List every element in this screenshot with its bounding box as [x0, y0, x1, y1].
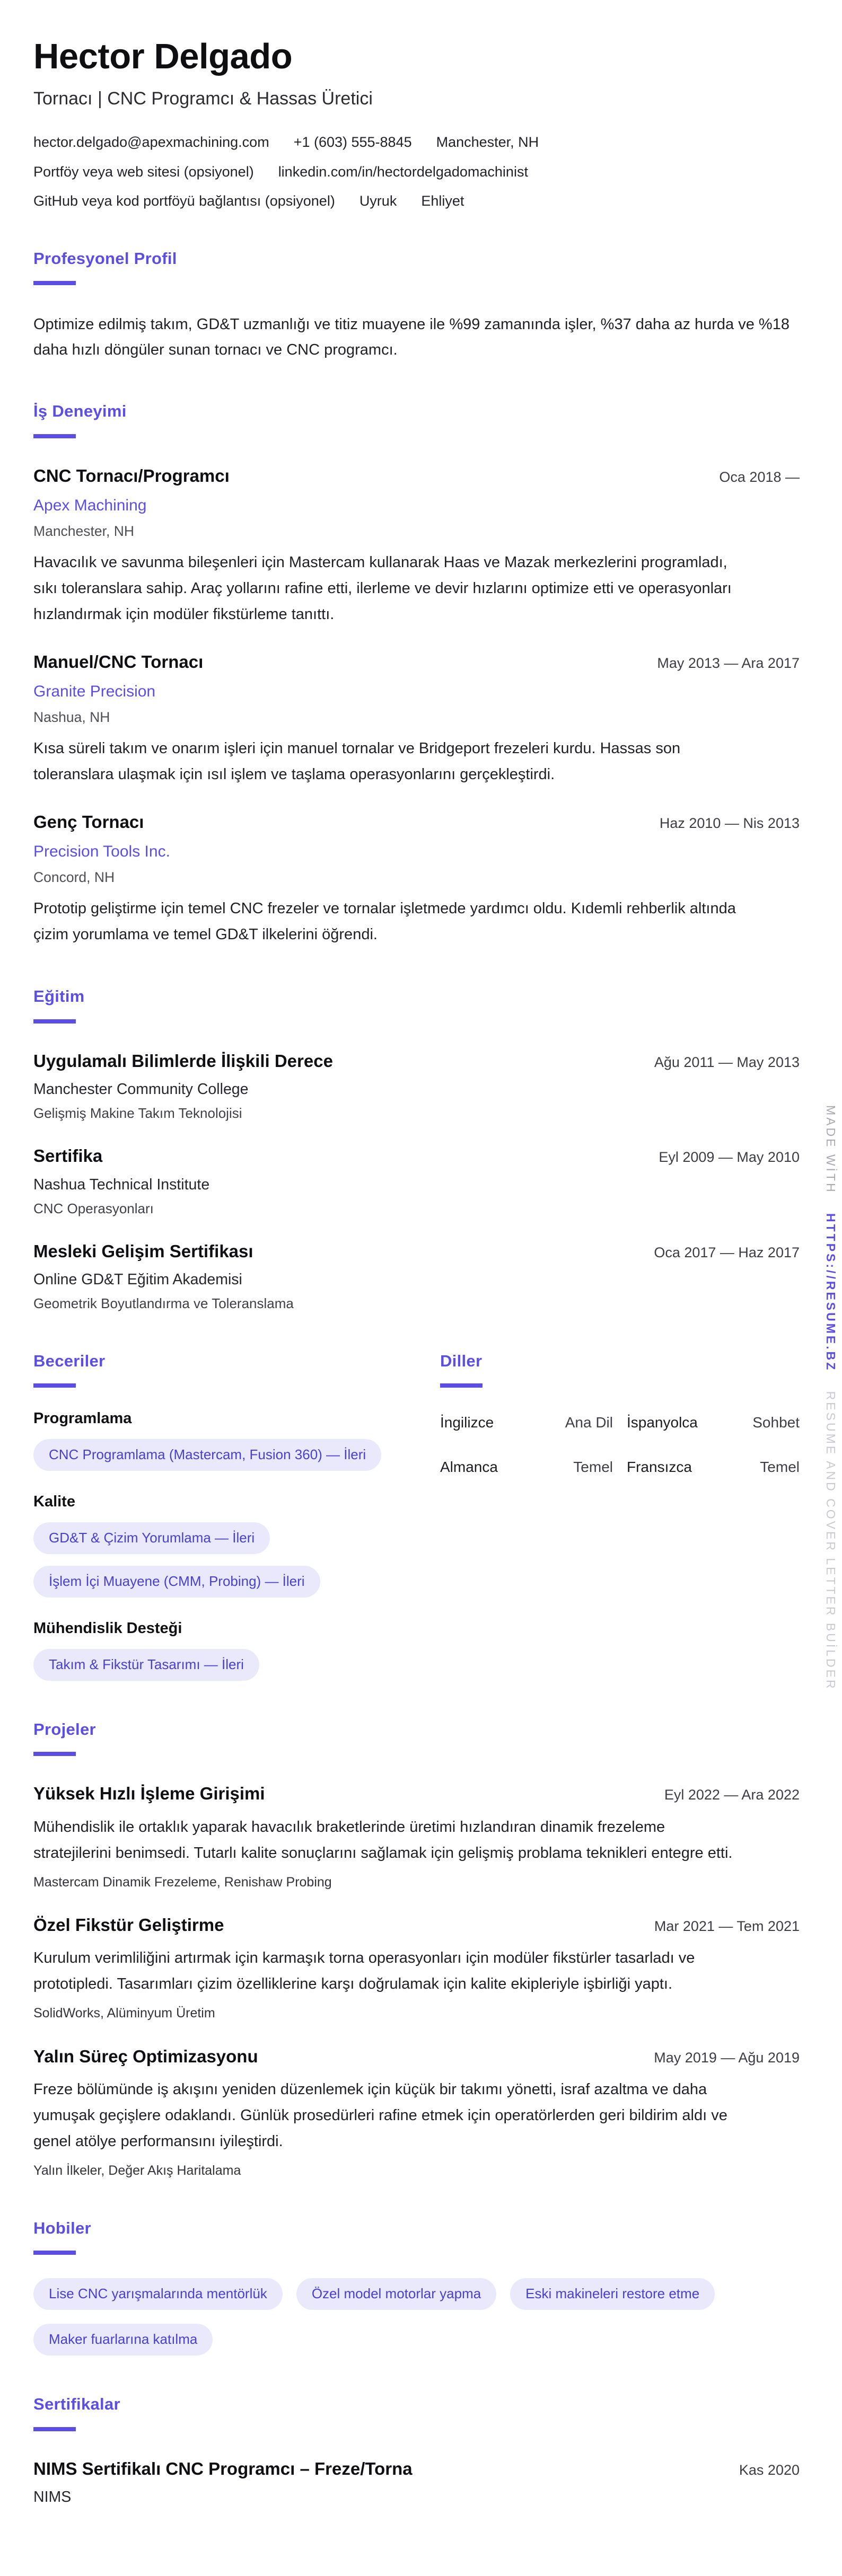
skills-column: [33, 1352, 407, 1681]
education-entry-header: [33, 1145, 800, 1167]
job-description: Havacılık ve savunma bileşenleri için Mastercam kullanarak Haas ve Mazak merkezlerini programladı, sıkı toleranslara sahip. Araç yollarını rafine etti, ilerleme ve devir hızlarını optimize etti ve operasyonları hızlandırmak için modüler fikstürleme tanıttı.: [33, 553, 732, 623]
job-entry-header: [33, 465, 800, 487]
job-entry-header: [33, 811, 800, 833]
section-hobbies: [33, 2219, 800, 2356]
skill-group-label: Mühendislik Desteği: [33, 1619, 182, 1637]
contact-row: [33, 134, 800, 151]
skill-chip-row: [33, 1649, 407, 1681]
contact-nationality: Uyruk: [359, 193, 397, 209]
heading-underline: [33, 2427, 76, 2431]
section-heading-profile: Profesyonel Profil: [33, 249, 177, 268]
language-level: Ana Dil: [565, 1414, 613, 1431]
job-company-link[interactable]: Apex Machining: [33, 497, 147, 515]
education-dates: Ağu 2011 — May 2013: [654, 1054, 800, 1070]
watermark-site-link[interactable]: HTTPS://RESUME.BZ: [824, 1213, 838, 1372]
skill-chip: GD&T & Çizim Yorumlama — İleri: [33, 1522, 270, 1554]
education-focus: Geometrik Boyutlandırma ve Toleranslama: [33, 1295, 294, 1312]
project-description: Freze bölümünde iş akışını yeniden düzenlemek için küçük bir takımı yönetti, israf azaltma ve daha yumuşak geçişlere odaklandı. Günlük prosedürleri rafine etmek için operatörlerden geri bildirim aldı ve genel atölye performansını iyileştirdi.: [33, 2081, 727, 2150]
watermark-tagline: RESUME AND COVER LETTER BUİLDER: [824, 1391, 838, 1691]
project-entry: [33, 2045, 800, 2180]
skill-group-label: Programlama: [33, 1410, 132, 1427]
section-heading-certifications: Sertifikalar: [33, 2395, 120, 2414]
hobby-chip: Eski makineleri restore etme: [510, 2278, 715, 2310]
job-dates: Haz 2010 — Nis 2013: [659, 815, 800, 832]
education-focus: Gelişmiş Makine Takım Teknolojisi: [33, 1105, 242, 1122]
project-entry: [33, 1783, 800, 1891]
contact-email[interactable]: hector.delgado@apexmachining.com: [33, 134, 269, 151]
project-dates: Eyl 2022 — Ara 2022: [664, 1787, 800, 1803]
job-entry: [33, 465, 800, 628]
project-dates: Mar 2021 — Tem 2021: [654, 1918, 800, 1935]
skill-group-label: Kalite: [33, 1493, 75, 1511]
heading-underline: [33, 281, 76, 285]
project-entry-header: [33, 1914, 800, 1936]
job-dates: May 2013 — Ara 2017: [657, 655, 800, 671]
heading-underline: [33, 1019, 76, 1024]
job-location: Manchester, NH: [33, 523, 134, 540]
project-entry-header: [33, 2045, 800, 2067]
education-school: Nashua Technical Institute: [33, 1176, 210, 1193]
contact-phone[interactable]: +1 (603) 555-8845: [293, 134, 412, 151]
job-location: Nashua, NH: [33, 709, 110, 726]
language-name: Almanca: [440, 1459, 498, 1476]
job-title: CNC Tornacı/Programcı: [33, 465, 230, 486]
language-item: [627, 1459, 800, 1476]
profile-text: Optimize edilmiş takım, GD&T uzmanlığı ve titiz muayene ile %99 zamanında işler, %37 daha az hurda ve %18 daha hızlı döngüler sunan tornacı ve CNC programcı.: [33, 316, 790, 359]
skill-chip: İşlem İçi Muayene (CMM, Probing) — İleri: [33, 1566, 320, 1598]
project-tools: SolidWorks, Alüminyum Üretim: [33, 2006, 215, 2021]
heading-underline: [33, 1752, 76, 1756]
contact-block: [33, 134, 800, 209]
education-focus: CNC Operasyonları: [33, 1200, 154, 1216]
project-dates: May 2019 — Ağu 2019: [654, 2049, 800, 2066]
heading-underline: [33, 434, 76, 438]
project-tools: Yalın İlkeler, Değer Akış Haritalama: [33, 2163, 241, 2178]
job-description: Prototip geliştirme için temel CNC frezeler ve tornalar işletmede yardımcı oldu. Kıdemli rehberlik altında çizim yorumlama ve temel GD&T ilkelerini öğrendi.: [33, 900, 736, 943]
education-dates: Eyl 2009 — May 2010: [659, 1149, 800, 1166]
skill-chip-row: [33, 1566, 407, 1598]
project-description: Mühendislik ile ortaklık yaparak havacılık braketlerinde üretimi hızlandıran dinamik frezeleme stratejilerini benimsedi. Tutarlı kalite sonuçlarını sağlamak için gelişmiş problama teknikleri entegre etti.: [33, 1818, 733, 1862]
section-heading-projects: Projeler: [33, 1719, 96, 1739]
project-description: Kurulum verimliliğini artırmak için karmaşık torna operasyonları için modüler fikstürler tasarladı ve prototipledi. Tasarımları çizim özelliklerine karşı doğrulamak için kalite ekipleriyle işbirliği yaptı.: [33, 1949, 695, 1993]
contact-portfolio[interactable]: Portföy veya web sitesi (opsiyonel): [33, 163, 254, 180]
job-entry-header: [33, 651, 800, 673]
contact-row: [33, 163, 800, 180]
education-title: Uygulamalı Bilimlerde İlişkili Derece: [33, 1051, 333, 1071]
heading-underline: [440, 1383, 483, 1388]
education-dates: Oca 2017 — Haz 2017: [654, 1244, 800, 1260]
education-school: Online GD&T Eğitim Akademisi: [33, 1271, 242, 1289]
contact-row: [33, 192, 800, 209]
education-entry-header: [33, 1050, 800, 1072]
education-title: Mesleki Gelişim Sertifikası: [33, 1241, 253, 1261]
certification-entry: [33, 2458, 800, 2506]
skill-chip: CNC Programlama (Mastercam, Fusion 360) — İleri: [33, 1439, 381, 1471]
hobby-chip: Maker fuarlarına katılma: [33, 2324, 213, 2356]
project-entry-header: [33, 1783, 800, 1804]
project-tools: Mastercam Dinamik Frezeleme, Renishaw Probing: [33, 1874, 332, 1890]
job-entry: [33, 811, 800, 948]
languages-grid: [440, 1414, 800, 1476]
skill-chip-row: [33, 1439, 407, 1471]
certification-entry-header: [33, 2458, 800, 2480]
language-item: [627, 1414, 800, 1431]
job-description: Kısa süreli takım ve onarım işleri için manuel tornalar ve Bridgeport frezeleri kurdu. Hassas son toleranslara ulaşmak için ısıl işlem ve taşlama operasyonlarını gerçekleştirdi.: [33, 740, 681, 783]
person-name: Hector Delgado: [33, 37, 293, 76]
job-location: Concord, NH: [33, 869, 115, 886]
education-entry: [33, 1145, 800, 1217]
language-item: [440, 1414, 613, 1431]
section-projects: [33, 1720, 800, 2180]
section-education: [33, 987, 800, 1312]
certification-date: Kas 2020: [739, 2462, 800, 2478]
contact-github[interactable]: GitHub veya kod portföyü bağlantısı (opsiyonel): [33, 193, 335, 209]
education-school: Manchester Community College: [33, 1080, 249, 1098]
heading-underline: [33, 1383, 76, 1388]
language-level: Temel: [573, 1459, 613, 1476]
language-level: Sohbet: [752, 1414, 800, 1431]
skill-chip: Takım & Fikstür Tasarımı — İleri: [33, 1649, 259, 1681]
certification-issuer: NIMS: [33, 2489, 72, 2506]
section-heading-education: Eğitim: [33, 987, 85, 1006]
section-heading-experience: İş Deneyimi: [33, 402, 127, 421]
section-heading-skills: Beceriler: [33, 1351, 106, 1370]
language-name: İspanyolca: [627, 1414, 698, 1431]
section-heading-languages: Diller: [440, 1351, 483, 1370]
watermark-made-with-label: MADE WİTH: [824, 1105, 838, 1194]
section-heading-hobbies: Hobiler: [33, 2218, 91, 2237]
job-company-link[interactable]: Precision Tools Inc.: [33, 843, 170, 861]
job-title: Manuel/CNC Tornacı: [33, 651, 204, 672]
education-entry: [33, 1050, 800, 1122]
job-company-link[interactable]: Granite Precision: [33, 683, 156, 701]
hobby-chip-list: [33, 2278, 733, 2356]
skills-languages-row: [33, 1352, 800, 1681]
language-name: İngilizce: [440, 1414, 494, 1431]
contact-linkedin[interactable]: linkedin.com/in/hectordelgadomachinist: [278, 163, 528, 180]
job-title: Genç Tornacı: [33, 812, 144, 832]
contact-location: Manchester, NH: [436, 134, 539, 151]
section-certifications: [33, 2395, 800, 2506]
education-title: Sertifika: [33, 1146, 103, 1166]
heading-underline: [33, 2251, 76, 2255]
section-profile: [33, 249, 800, 363]
job-entry: [33, 651, 800, 788]
skill-chip-row: [33, 1522, 407, 1554]
language-item: [440, 1459, 613, 1476]
education-entry: [33, 1240, 800, 1312]
hobby-chip: Özel model motorlar yapma: [296, 2278, 496, 2310]
job-dates: Oca 2018 —: [719, 469, 800, 485]
hobby-chip: Lise CNC yarışmalarında mentörlük: [33, 2278, 283, 2310]
education-entry-header: [33, 1240, 800, 1262]
project-entry: [33, 1914, 800, 2022]
certification-title: NIMS Sertifikalı CNC Programcı – Freze/Torna: [33, 2458, 413, 2478]
language-level: Temel: [760, 1459, 800, 1476]
person-headline: Tornacı | CNC Programcı & Hassas Üretici: [33, 88, 373, 109]
contact-license: Ehliyet: [421, 193, 464, 209]
section-experience: [33, 402, 800, 948]
project-title: Yüksek Hızlı İşleme Girişimi: [33, 1784, 265, 1804]
header: [33, 37, 800, 210]
watermark: [825, 1105, 837, 1691]
project-title: Özel Fikstür Geliştirme: [33, 1915, 224, 1935]
language-name: Fransızca: [627, 1459, 692, 1476]
project-title: Yalın Süreç Optimizasyonu: [33, 2046, 258, 2066]
languages-column: [440, 1352, 800, 1681]
